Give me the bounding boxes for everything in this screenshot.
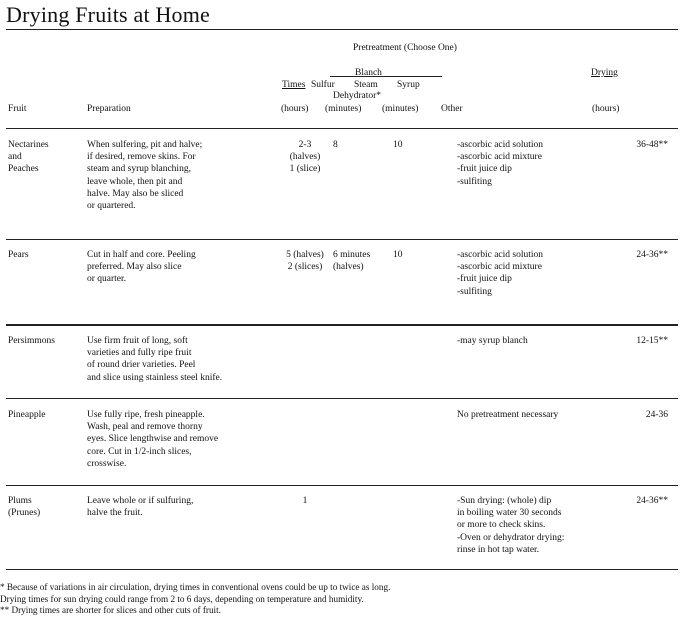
- other-header: Other: [441, 104, 463, 114]
- preparation-line: or quarter.: [87, 274, 127, 285]
- preparation-line: Use firm fruit of long, soft: [87, 336, 188, 346]
- row-1-steam-cell: [333, 249, 383, 273]
- preparation-line: preferred. May also slice: [87, 262, 182, 273]
- other-line: -ascorbic acid mixture: [457, 152, 542, 163]
- row-4-drying-time: 24-36**: [636, 496, 668, 506]
- row-0-drying-time: 36-48**: [636, 140, 668, 150]
- drying-hours-header: (hours): [592, 104, 620, 114]
- row-rule-3: [6, 398, 678, 399]
- row-0-other-cell: [457, 139, 597, 188]
- other-line: -sulfiting: [457, 286, 492, 297]
- preparation-line: Use fully ripe, fresh pineapple.: [87, 410, 205, 420]
- row-3-preparation-cell: [87, 409, 277, 470]
- steam-header: Steam: [354, 80, 378, 90]
- preparation-line: Leave whole or if sulfuring,: [87, 496, 194, 506]
- row-2-preparation-cell: [87, 335, 277, 384]
- sulfur-line: 1 (slice): [289, 164, 321, 175]
- fruit-line: Nectarines: [8, 140, 49, 150]
- row-0-sulfur-cell: [279, 139, 331, 176]
- other-line: -fruit juice dip: [457, 274, 512, 285]
- row-rule-4: [6, 485, 678, 486]
- row-rule-2: [6, 324, 678, 326]
- row-rule-1: [6, 239, 678, 240]
- page-title: Drying Fruits at Home: [6, 2, 211, 27]
- row-rule-5: [6, 569, 678, 570]
- preparation-line: steam and syrup blanching,: [87, 164, 191, 175]
- preparation-line: halve the fruit.: [87, 508, 143, 519]
- preparation-line: of round drier varieties. Peel: [87, 360, 196, 371]
- blanch-header: Blanch: [355, 68, 382, 78]
- row-4-preparation-cell: [87, 495, 277, 519]
- row-1-fruit-cell: [8, 249, 78, 261]
- footnote-2: Drying times for sun drying could range from 2 to 6 days, depending on temperature and humidity.: [0, 594, 364, 604]
- preparation-line: When sulfering, pit and halve;: [87, 140, 203, 150]
- pretreatment-header: Pretreatment (Choose One): [353, 43, 457, 53]
- minutes-header-2: (minutes): [382, 104, 419, 114]
- row-2-other-cell: [457, 335, 597, 347]
- syrup-header: Syrup: [397, 80, 420, 90]
- sulfur-line: (halves): [289, 152, 321, 163]
- fruit-header: Fruit: [8, 104, 27, 114]
- drying-header: Drying: [591, 68, 618, 78]
- row-0-syrup-cell: [393, 139, 423, 151]
- other-line: -Oven or dehydrator drying:: [457, 532, 565, 543]
- preparation-line: core. Cut in 1/2-inch slices,: [87, 446, 192, 457]
- row-2-fruit-cell: [8, 335, 78, 347]
- fruit-line: Peaches: [8, 164, 39, 175]
- other-line: No pretreatment necessary: [457, 410, 559, 420]
- preparation-line: leave whole, then pit and: [87, 176, 183, 187]
- preparation-line: Cut in half and core. Peeling: [87, 250, 196, 260]
- other-line: -ascorbic acid mixture: [457, 262, 542, 273]
- row-1-preparation-cell: [87, 249, 277, 286]
- row-4-sulfur-cell: [279, 495, 331, 507]
- row-2-drying-time: 12-15**: [636, 336, 668, 346]
- preparation-line: crosswise.: [87, 458, 127, 469]
- fruit-line: and: [8, 152, 22, 163]
- title-rule: [6, 29, 678, 30]
- sulfur-header: Sulfur: [311, 80, 335, 90]
- row-1-syrup-cell: [393, 249, 423, 261]
- dehydrator-header: Dehydrator*: [333, 91, 382, 101]
- fruit-line: Pineapple: [8, 410, 46, 420]
- syrup-line: 10: [393, 140, 403, 150]
- fruit-line: Persimmons: [8, 336, 55, 346]
- row-0-fruit-cell: [8, 139, 78, 176]
- row-3-other-cell: [457, 409, 597, 421]
- other-line: -ascorbic acid solution: [457, 140, 544, 150]
- blanch-underline: [330, 76, 442, 77]
- sulfur-line: 2-3: [298, 140, 312, 150]
- other-line: rinse in hot tap water.: [457, 544, 540, 555]
- row-1-other-cell: [457, 249, 597, 298]
- sulfur-line: 1: [302, 496, 308, 506]
- sulfur-line: 2 (slices): [287, 262, 323, 273]
- steam-line: (halves): [333, 262, 364, 273]
- preparation-header: Preparation: [87, 104, 131, 114]
- fruit-line: (Prunes): [8, 508, 41, 519]
- fruit-line: Plums: [8, 496, 32, 506]
- other-line: -fruit juice dip: [457, 164, 512, 175]
- row-3-fruit-cell: [8, 409, 78, 421]
- other-line: -Sun drying: (whole) dip: [457, 496, 552, 506]
- steam-line: 8: [333, 140, 338, 150]
- minutes-header-1: (minutes): [325, 104, 362, 114]
- preparation-line: eyes. Slice lengthwise and remove: [87, 434, 219, 445]
- other-line: -may syrup blanch: [457, 336, 528, 346]
- preparation-line: if desired, remove skins. For: [87, 152, 196, 163]
- row-4-fruit-cell: [8, 495, 78, 519]
- row-3-drying-time: 24-36: [645, 410, 668, 420]
- row-rule-header: [6, 128, 678, 129]
- preparation-line: or quartered.: [87, 201, 136, 212]
- sulfur-line: 5 (halves): [286, 250, 324, 260]
- row-0-preparation-cell: [87, 139, 277, 212]
- footnote-3: ** Drying times are shorter for slices and other cuts of fruit.: [0, 605, 221, 615]
- preparation-line: Wash, peal and remove thorny: [87, 422, 203, 433]
- preparation-line: and slice using stainless steel knife.: [87, 372, 223, 383]
- other-line: in boiling water 30 seconds: [457, 508, 562, 519]
- row-1-drying-time: 24-36**: [636, 250, 668, 260]
- preparation-line: halve. May also be sliced: [87, 188, 184, 199]
- row-4-other-cell: [457, 495, 597, 556]
- fruit-line: Pears: [8, 250, 29, 260]
- preparation-line: varieties and fully ripe fruit: [87, 348, 192, 359]
- hours-header: (hours): [281, 104, 309, 114]
- footnote-1: * Because of variations in air circulation, drying times in conventional ovens could be up to twice as long.: [0, 582, 391, 592]
- other-line: -ascorbic acid solution: [457, 250, 544, 260]
- row-0-steam-cell: [333, 139, 383, 151]
- row-1-sulfur-cell: [279, 249, 331, 273]
- other-line: or more to check skins.: [457, 520, 546, 531]
- other-line: -sulfiting: [457, 176, 492, 187]
- syrup-line: 10: [393, 250, 403, 260]
- times-header: Times: [282, 80, 306, 90]
- steam-line: 6 minutes: [333, 250, 371, 260]
